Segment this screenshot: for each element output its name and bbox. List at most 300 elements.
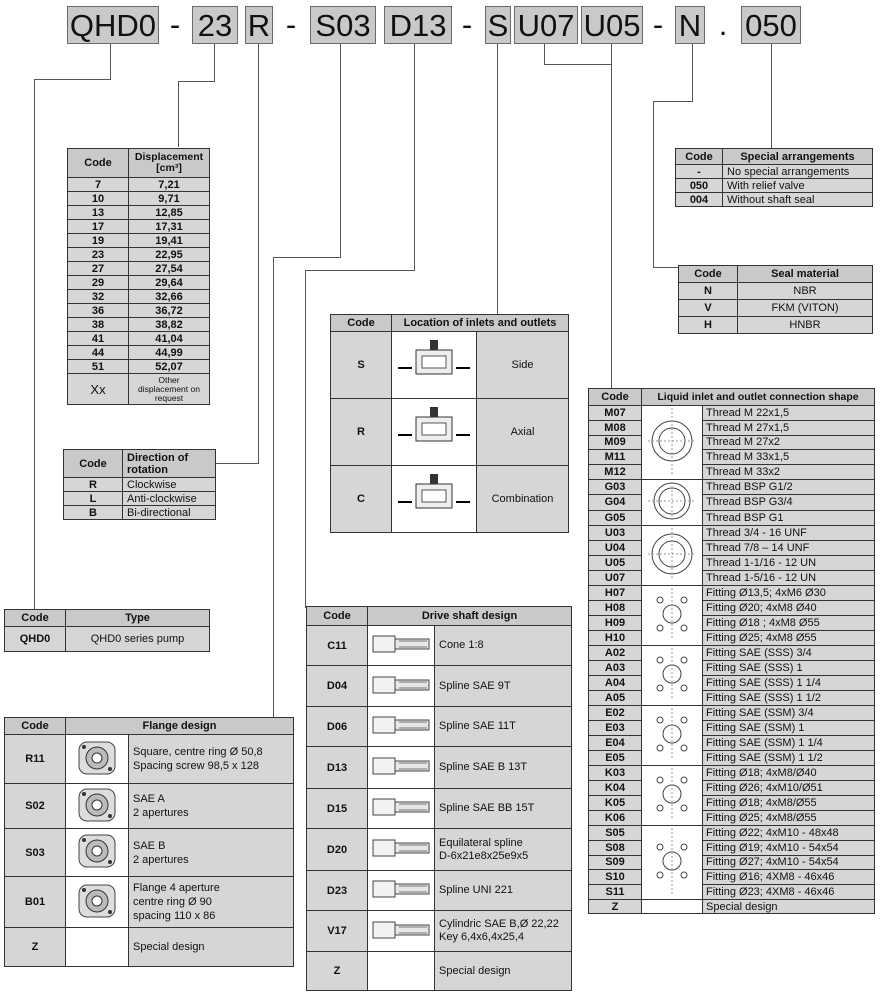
connector-line: [178, 81, 179, 147]
connection-value: Fitting Ø19; 4xM10 - 54x54: [703, 840, 875, 855]
table-row: [307, 789, 572, 829]
connection-icon: [642, 826, 703, 900]
seal-value: FKM (VITON): [738, 300, 873, 317]
table-row: [589, 556, 875, 571]
connection-value: Fitting SAE (SSS) 3/4: [703, 646, 875, 661]
connection-code: H08: [589, 601, 642, 616]
table-row: [589, 706, 875, 721]
shaft-code: C11: [307, 626, 368, 666]
table-row: [589, 495, 875, 510]
flange-description: [129, 829, 294, 877]
connection-value: Thread M 27x2: [703, 435, 875, 450]
connection-icon: [642, 480, 703, 526]
connection-code: M09: [589, 435, 642, 450]
table-row: [589, 900, 875, 914]
displacement-value: 12,85: [129, 206, 210, 220]
shaft-line: Cone 1:8: [439, 639, 484, 651]
table-row: [331, 332, 569, 399]
table-row: [68, 276, 210, 290]
connection-icon: [642, 586, 703, 646]
connection-code: G05: [589, 510, 642, 525]
connection-code: E05: [589, 751, 642, 766]
connector-line: [305, 270, 306, 608]
code-segment-special: 050: [741, 6, 801, 44]
displacement-code: 23: [68, 248, 129, 262]
table-row: [589, 586, 875, 601]
table-row: [5, 829, 294, 877]
shaft-code: D15: [307, 789, 368, 829]
rotation-value: Bi-directional: [123, 506, 216, 520]
connector-line: [544, 44, 545, 64]
table-row: [589, 855, 875, 870]
connection-value: Fitting Ø20; 4xM8 Ø40: [703, 601, 875, 616]
connection-value: Fitting SAE (SSS) 1 1/4: [703, 676, 875, 691]
header-code: Code: [307, 607, 368, 626]
table-row: [676, 165, 873, 179]
connection-code: H09: [589, 616, 642, 631]
connection-value: Fitting Ø22; 4xM10 - 48x48: [703, 826, 875, 841]
special-table: [675, 148, 873, 207]
seal-code: V: [679, 300, 738, 317]
displacement-value: 52,07: [129, 360, 210, 374]
connection-value: Fitting SAE (SSM) 1 1/4: [703, 736, 875, 751]
table-row: [68, 360, 210, 374]
shaft-icon: [368, 829, 435, 871]
connection-value: Fitting SAE (SSM) 1 1/2: [703, 751, 875, 766]
header-displacement: Displacement [cm³]: [129, 149, 210, 178]
seal-value: NBR: [738, 283, 873, 300]
connection-icon: [642, 406, 703, 480]
code-segment-rotation: R: [245, 6, 273, 44]
shaft-icon: [368, 911, 435, 952]
type-value: QHD0 series pump: [66, 627, 210, 652]
table-row: [589, 885, 875, 900]
flange-icon: [66, 877, 129, 928]
connection-value: Thread BSP G1: [703, 510, 875, 525]
connection-code: M11: [589, 450, 642, 465]
header-code: Code: [331, 315, 392, 332]
connection-code: M12: [589, 465, 642, 480]
displacement-value: 32,66: [129, 290, 210, 304]
connection-code: H07: [589, 586, 642, 601]
flange-table: [4, 717, 294, 967]
shaft-icon: [368, 871, 435, 911]
header-code: Code: [589, 389, 642, 406]
connection-code: H10: [589, 631, 642, 646]
table-row: [307, 747, 572, 789]
connection-value: Fitting Ø13,5; 4xM6 Ø30: [703, 586, 875, 601]
table-row: [68, 262, 210, 276]
code-separator: .: [718, 7, 728, 42]
connection-code: S11: [589, 885, 642, 900]
connection-code: S08: [589, 840, 642, 855]
connection-value: Fitting Ø18; 4xM8/Ø55: [703, 796, 875, 811]
inlet-location-value: Axial: [477, 399, 569, 466]
connection-code: E04: [589, 736, 642, 751]
shaft-description: [435, 871, 572, 911]
shaft-line: Spline SAE BB 15T: [439, 802, 535, 814]
shaft-line: Equilateral spline: [439, 836, 523, 849]
inlet-location-icon: [392, 466, 477, 533]
rotation-table: [63, 449, 216, 520]
table-row: [307, 952, 572, 991]
code-segment-seal: N: [675, 6, 705, 44]
shaft-code: D06: [307, 707, 368, 747]
table-row: [589, 796, 875, 811]
connection-value: Special design: [703, 900, 875, 914]
connection-icon: [642, 766, 703, 826]
table-row: [68, 248, 210, 262]
table-row: [68, 304, 210, 318]
connection-icon: [642, 900, 703, 914]
shaft-line: Spline SAE 11T: [439, 720, 516, 732]
header-code: Code: [68, 149, 129, 178]
table-row: [5, 877, 294, 928]
connection-value: Thread 1-1/16 - 12 UN: [703, 556, 875, 571]
header-code: Code: [676, 149, 723, 165]
connection-value: Fitting Ø25; 4xM8 Ø55: [703, 631, 875, 646]
shaft-icon: [368, 707, 435, 747]
table-row: [68, 220, 210, 234]
table-row: [68, 178, 210, 192]
table-row: [68, 332, 210, 346]
shaft-line: Special design: [439, 964, 511, 977]
connection-value: Thread 1-5/16 - 12 UN: [703, 571, 875, 586]
header-code: Code: [5, 610, 66, 627]
connection-code: K05: [589, 796, 642, 811]
shaft-line: D-6x21e8x25e9x5: [439, 849, 529, 862]
shaft-description: [435, 911, 572, 952]
connection-value: Thread BSP G1/2: [703, 480, 875, 495]
flange-code: B01: [5, 877, 66, 928]
table-row: [676, 193, 873, 207]
header-location: Location of inlets and outlets: [392, 315, 569, 332]
flange-icon: [66, 784, 129, 829]
table-row: [589, 781, 875, 796]
displacement-value: 22,95: [129, 248, 210, 262]
shaft-line: Spline SAE 9T: [439, 679, 511, 692]
inlet-location-table: [330, 314, 569, 533]
connector-line: [214, 44, 215, 81]
shaft-code: D04: [307, 666, 368, 707]
table-row: [676, 179, 873, 193]
table-row: [589, 811, 875, 826]
connection-icon: [642, 646, 703, 706]
table-row: [68, 290, 210, 304]
table-row: [589, 661, 875, 676]
connection-code: S09: [589, 855, 642, 870]
table-row: [589, 510, 875, 525]
connector-line: [611, 44, 612, 388]
shaft-code: D20: [307, 829, 368, 871]
flange-code: R11: [5, 735, 66, 784]
connection-icon: [642, 706, 703, 766]
connection-icon: [642, 526, 703, 586]
table-row: [589, 721, 875, 736]
connection-code: M07: [589, 406, 642, 421]
connection-code: E03: [589, 721, 642, 736]
connection-code: K03: [589, 766, 642, 781]
connection-value: Fitting Ø18 ; 4xM8 Ø55: [703, 616, 875, 631]
flange-icon: [66, 829, 129, 877]
displacement-other-code: Xx: [68, 374, 129, 405]
connection-value: Thread 7/8 – 14 UNF: [703, 541, 875, 556]
displacement-value: 44,99: [129, 346, 210, 360]
code-segment-flange: S03: [310, 6, 376, 44]
flange-line: centre ring Ø 90: [133, 896, 212, 908]
table-row: [68, 318, 210, 332]
table-row: [331, 466, 569, 533]
connection-code: E02: [589, 706, 642, 721]
flange-line: spacing 110 x 86: [133, 910, 216, 922]
code-segment-type: QHD0: [67, 6, 159, 44]
shaft-line: Spline SAE B 13T: [439, 761, 528, 773]
shaft-description: [435, 626, 572, 666]
flange-line: Square, centre ring Ø 50,8: [133, 746, 263, 758]
connection-code: Z: [589, 900, 642, 914]
connection-value: Fitting Ø25; 4xM8/Ø55: [703, 811, 875, 826]
flange-description: [129, 877, 294, 928]
connector-line: [34, 79, 35, 609]
table-row: [589, 465, 875, 480]
displacement-value: 9,71: [129, 192, 210, 206]
table-row: [589, 751, 875, 766]
special-code: -: [676, 165, 723, 179]
displacement-code: 44: [68, 346, 129, 360]
displacement-code: 27: [68, 262, 129, 276]
seal-table: [678, 265, 873, 334]
header-flange: Flange design: [66, 718, 294, 735]
table-row: [68, 234, 210, 248]
table-row: [589, 676, 875, 691]
shaft-table: [306, 606, 572, 991]
header-special: Special arrangements: [723, 149, 873, 165]
table-row: [589, 691, 875, 706]
connection-code: U03: [589, 526, 642, 541]
table-row: [331, 399, 569, 466]
shaft-line: Key 6,4x6,4x25,4: [439, 931, 525, 943]
connection-code: A05: [589, 691, 642, 706]
table-row: [307, 626, 572, 666]
connection-value: Thread BSP G3/4: [703, 495, 875, 510]
header-code: Code: [64, 450, 123, 478]
connection-code: A03: [589, 661, 642, 676]
connector-line: [34, 79, 111, 80]
connection-table: [588, 388, 875, 914]
inlet-location-icon: [392, 332, 477, 399]
special-value: Without shaft seal: [723, 193, 873, 207]
table-row: [307, 911, 572, 952]
connection-code: G04: [589, 495, 642, 510]
connection-value: Fitting Ø23; 4XM8 - 46x46: [703, 885, 875, 900]
connection-value: Thread 3/4 - 16 UNF: [703, 526, 875, 541]
displacement-code: 32: [68, 290, 129, 304]
table-row: [68, 206, 210, 220]
displacement-value: 36,72: [129, 304, 210, 318]
connection-code: K04: [589, 781, 642, 796]
connector-line: [273, 257, 274, 717]
table-row: [589, 616, 875, 631]
table-row: [68, 346, 210, 360]
shaft-description: [435, 789, 572, 829]
inlet-location-code: S: [331, 332, 392, 399]
connector-line: [178, 81, 215, 82]
flange-code: Z: [5, 928, 66, 967]
code-segment-inlet: U07: [514, 6, 578, 44]
seal-code: N: [679, 283, 738, 300]
flange-description: [129, 735, 294, 784]
shaft-icon: [368, 952, 435, 991]
displacement-code: 13: [68, 206, 129, 220]
displacement-code: 19: [68, 234, 129, 248]
table-row: [589, 736, 875, 751]
table-row: [589, 480, 875, 495]
connector-line: [771, 44, 772, 148]
connection-code: U05: [589, 556, 642, 571]
rotation-code: R: [64, 478, 123, 492]
rotation-code: L: [64, 492, 123, 506]
header-rotation: Direction of rotation: [123, 450, 216, 478]
inlet-location-value: Side: [477, 332, 569, 399]
connection-code: S05: [589, 826, 642, 841]
shaft-icon: [368, 789, 435, 829]
flange-line: 2 apertures: [133, 853, 189, 866]
flange-icon: [66, 928, 129, 967]
special-code: 004: [676, 193, 723, 207]
flange-code: S03: [5, 829, 66, 877]
table-row: [589, 420, 875, 435]
connector-line: [258, 44, 259, 464]
table-row: [589, 526, 875, 541]
connection-value: Thread M 33x2: [703, 465, 875, 480]
code-separator: -: [652, 7, 664, 42]
code-segment-inlet-location: S: [485, 6, 511, 44]
shaft-line: Cylindric SAE B,Ø 22,22: [439, 918, 559, 930]
connector-line: [497, 44, 498, 314]
rotation-code: B: [64, 506, 123, 520]
code-separator: -: [461, 7, 473, 42]
table-row: [589, 826, 875, 841]
connection-code: S10: [589, 870, 642, 885]
table-row: [589, 435, 875, 450]
header-connection: Liquid inlet and outlet connection shape: [642, 389, 875, 406]
rotation-value: Anti-clockwise: [123, 492, 216, 506]
code-separator: -: [285, 7, 297, 42]
displacement-table: [67, 148, 210, 405]
connector-line: [692, 44, 693, 102]
connection-value: Thread M 33x1,5: [703, 450, 875, 465]
shaft-code: D23: [307, 871, 368, 911]
shaft-description: [435, 952, 572, 991]
shaft-code: V17: [307, 911, 368, 952]
displacement-value: 38,82: [129, 318, 210, 332]
shaft-code: Z: [307, 952, 368, 991]
connector-line: [414, 44, 415, 270]
connection-value: Fitting SAE (SSS) 1 1/2: [703, 691, 875, 706]
table-row: [589, 646, 875, 661]
inlet-location-code: C: [331, 466, 392, 533]
seal-value: HNBR: [738, 317, 873, 334]
flange-icon: [66, 735, 129, 784]
displacement-code: 29: [68, 276, 129, 290]
inlet-location-icon: [392, 399, 477, 466]
shaft-description: [435, 666, 572, 707]
displacement-value: 27,54: [129, 262, 210, 276]
flange-line: SAE A: [133, 793, 165, 805]
code-segment-shaft: D13: [384, 6, 452, 44]
table-row: [589, 450, 875, 465]
type-code: QHD0: [5, 627, 66, 652]
connection-code: U04: [589, 541, 642, 556]
shaft-icon: [368, 666, 435, 707]
connection-value: Fitting SAE (SSM) 1: [703, 721, 875, 736]
connection-value: Fitting Ø27; 4xM10 - 54x54: [703, 855, 875, 870]
table-row: [5, 784, 294, 829]
header-seal: Seal material: [738, 266, 873, 283]
connection-value: Fitting SAE (SSS) 1: [703, 661, 875, 676]
connection-code: G03: [589, 480, 642, 495]
table-row: [589, 541, 875, 556]
connection-value: Fitting Ø18; 4xM8/Ø40: [703, 766, 875, 781]
shaft-icon: [368, 747, 435, 789]
flange-line: Special design: [133, 941, 205, 953]
connector-line: [305, 270, 415, 271]
shaft-description: [435, 829, 572, 871]
connector-line: [653, 267, 679, 268]
flange-code: S02: [5, 784, 66, 829]
table-row: [307, 666, 572, 707]
displacement-code: 51: [68, 360, 129, 374]
rotation-value: Clockwise: [123, 478, 216, 492]
shaft-icon: [368, 626, 435, 666]
header-type: Type: [66, 610, 210, 627]
connector-line: [273, 257, 341, 258]
flange-description: [129, 928, 294, 967]
connection-code: A02: [589, 646, 642, 661]
connection-code: U07: [589, 571, 642, 586]
table-row: [679, 317, 873, 334]
table-row: [589, 571, 875, 586]
table-row: [589, 766, 875, 781]
header-code: Code: [679, 266, 738, 283]
table-row: [64, 478, 216, 492]
table-row: [679, 283, 873, 300]
special-code: 050: [676, 179, 723, 193]
displacement-code: 38: [68, 318, 129, 332]
shaft-description: [435, 707, 572, 747]
flange-line: Spacing screw 98,5 x 128: [133, 760, 259, 772]
displacement-value: 7,21: [129, 178, 210, 192]
table-row: [5, 928, 294, 967]
code-segment-outlet: U05: [581, 6, 643, 44]
flange-line: SAE B: [133, 839, 166, 852]
flange-line: Flange 4 aperture: [133, 882, 220, 894]
table-row: [5, 735, 294, 784]
connection-value: Thread M 22x1,5: [703, 406, 875, 421]
connector-line: [544, 64, 612, 65]
displacement-value: 41,04: [129, 332, 210, 346]
table-row: [589, 406, 875, 421]
displacement-value: 19,41: [129, 234, 210, 248]
table-row: [589, 601, 875, 616]
type-table: [4, 609, 210, 652]
connector-line: [340, 44, 341, 258]
displacement-code: 36: [68, 304, 129, 318]
special-value: With relief valve: [723, 179, 873, 193]
header-code: Code: [5, 718, 66, 735]
shaft-description: [435, 747, 572, 789]
displacement-value: 29,64: [129, 276, 210, 290]
